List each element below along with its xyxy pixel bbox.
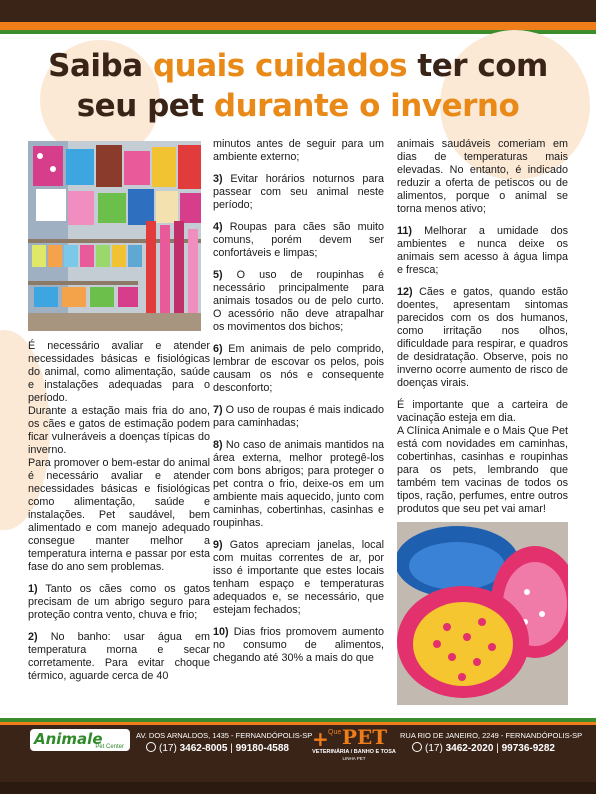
orange-stripe <box>0 722 596 725</box>
paragraph: É necessário avaliar e atender necessidades básicas e fisiológicas do animal, como alimentação, saúde e instalações adequadas para o período. <box>28 340 210 404</box>
list-item <box>397 286 568 390</box>
item-number: 10) <box>213 626 229 638</box>
column-3 <box>397 138 568 525</box>
list-item <box>28 583 210 622</box>
pet-beds-illustration <box>397 522 568 705</box>
paragraph: Para promover o bem-estar do animal é necessário avaliar e atender necessidades básicas e fisiológicas como alimentação, saúde e instalações. Pet saudável, bem alimentado e com manejo adequado consegue manter melhor a temperatura interna e passar por esta fase do ano sem problemas. <box>28 457 210 573</box>
item-text: Dias frios promovem aumento no consumo de alimentos, chegando até 30% a mais do que <box>213 626 384 664</box>
phone-number: 3462-2020 <box>445 743 494 754</box>
animale-logo-subtitle: Pet Center <box>95 744 124 750</box>
paragraph: A Clínica Animale e o Mais Que Pet está com novidades em caminhas, cobertinhas, casinhas e roupinhas para os pets, lembrando que também tem vacinas de todos os tipos, ração, perfumes, entre outros produtos que seu pet vai amar! <box>397 425 568 515</box>
item-number: 4) <box>213 221 223 233</box>
pet-clothes-photo <box>28 141 201 331</box>
mais-que-pet-logo <box>312 727 396 763</box>
pet-address: RUA RIO DE JANEIRO, 2249 - FERNANDÓPOLIS-SP <box>400 731 583 740</box>
paragraph: Durante a estação mais fria do ano, os cães e gatos de estimação podem ficar vulneráveis a doenças típicas do inverno. <box>28 405 210 456</box>
pet-beds-photo <box>397 522 568 705</box>
list-item <box>397 225 568 277</box>
item-number: 5) <box>213 269 223 281</box>
logo-subtitle: VETERINÁRIA / BANHO E TOSA <box>312 749 396 755</box>
item-number: 8) <box>213 439 223 451</box>
animale-logo <box>30 729 130 751</box>
item-number: 9) <box>213 539 223 551</box>
item-text: Roupas para cães são muito comuns, porém devem ser confortáveis e limpas; <box>213 221 384 259</box>
phone-icon <box>412 742 422 752</box>
separator: | <box>230 743 233 754</box>
phone-number: 3462-8005 <box>179 743 228 754</box>
paragraph: animais saudáveis comeriam em dias de temperaturas mais elevadas. No entanto, é indicado reduzir a oferta de petiscos ou de alimentos, porque o animal se torna menos ativo; <box>397 138 568 215</box>
title-text: ter com <box>407 48 548 84</box>
orange-stripe <box>0 22 596 30</box>
item-number: 6) <box>213 343 223 355</box>
list-item <box>213 343 384 395</box>
title-text: seu pet <box>76 88 214 124</box>
top-banner <box>0 0 596 34</box>
list-item <box>28 631 210 683</box>
logo-que: Que <box>328 729 342 736</box>
list-item <box>213 404 384 430</box>
phone-number: 99736-9282 <box>501 743 555 754</box>
item-text: No caso de animais mantidos na área externa, melhor protegê-los com bons abrigos; para proteger o pet contra o frio, deixe-os em um ambiente mais aquecido, junto com caminhas, cobertinhas, casinhas e roupinhas. <box>213 439 384 529</box>
item-number: 7) <box>213 404 223 416</box>
list-item <box>213 626 384 665</box>
item-number: 2) <box>28 631 38 643</box>
item-text: Cães e gatos, quando estão doentes, apresentam sintomas parecidos com os dos humanos, como irritação nos olhos, dificuldade para respirar, e quadros de desidratação. Observe, pois no inverno ocorre aumento de risco de doenças virais. <box>397 286 568 389</box>
item-text: O uso de roupinhas é necessário principalmente para animais tosados ou de pelo curto. O acessório não deve atrapalhar os movimentos dos bichos; <box>213 269 384 333</box>
title-highlight: durante o inverno <box>213 88 520 124</box>
animale-logo-text: Animale <box>34 730 103 748</box>
animale-address: AV. DOS ARNALDOS, 1435 - FERNANDÓPOLIS-SP <box>136 731 313 740</box>
title-text: Saiba <box>48 48 153 84</box>
area-code: (17) <box>159 743 177 754</box>
column-1 <box>28 340 210 692</box>
item-number: 11) <box>397 225 413 237</box>
item-number: 1) <box>28 583 38 595</box>
page-title <box>0 46 596 126</box>
item-text: Tanto os cães como os gatos precisam de um abrigo seguro para proteção contra vento, chuva e frio; <box>28 583 210 621</box>
list-item <box>213 439 384 530</box>
logo-pet-name: PET <box>342 725 388 749</box>
list-item <box>213 221 384 260</box>
list-item <box>213 173 384 212</box>
logo-subtitle: LINHA PET <box>342 756 366 761</box>
logo-plus: + <box>312 727 329 751</box>
list-item <box>213 539 384 617</box>
animale-phones <box>146 742 289 754</box>
phone-number: 99180-4588 <box>235 743 289 754</box>
item-number: 12) <box>397 286 413 298</box>
bottom-bar <box>0 782 596 794</box>
item-text: Melhorar a umidade dos ambientes e nunca deixe os animais sem acesso à água limpa e fresca; <box>397 225 568 276</box>
list-item <box>213 269 384 334</box>
item-text: Gatos apreciam janelas, local com muitas correntes de ar, por isso é importante que estes locais tenham espaço e temperaturas adequados e, se necessário, que estejam fechados; <box>213 539 384 616</box>
item-text: O uso de roupas é mais indicado para caminhadas; <box>213 404 384 429</box>
item-text: Em animais de pelo comprido, lembrar de escovar os pelos, pois causam os nós e consequente desconforto; <box>213 343 384 394</box>
title-highlight: quais cuidados <box>152 48 408 84</box>
column-2 <box>213 138 384 674</box>
separator: | <box>496 743 499 754</box>
paragraph: minutos antes de seguir para um ambiente externo; <box>213 138 384 163</box>
item-number: 3) <box>213 173 223 185</box>
paragraph: É importante que a carteira de vacinação esteja em dia. <box>397 399 568 424</box>
item-text: No banho: usar água em temperatura morna e secar corretamente. Para evitar choque térmico, aguarde cerca de 40 <box>28 631 210 682</box>
pet-clothes-illustration <box>28 141 201 331</box>
phone-icon <box>146 742 156 752</box>
pet-phones <box>412 742 555 754</box>
area-code: (17) <box>425 743 443 754</box>
item-text: Evitar horários noturnos para passear com seu animal neste período; <box>213 173 384 211</box>
